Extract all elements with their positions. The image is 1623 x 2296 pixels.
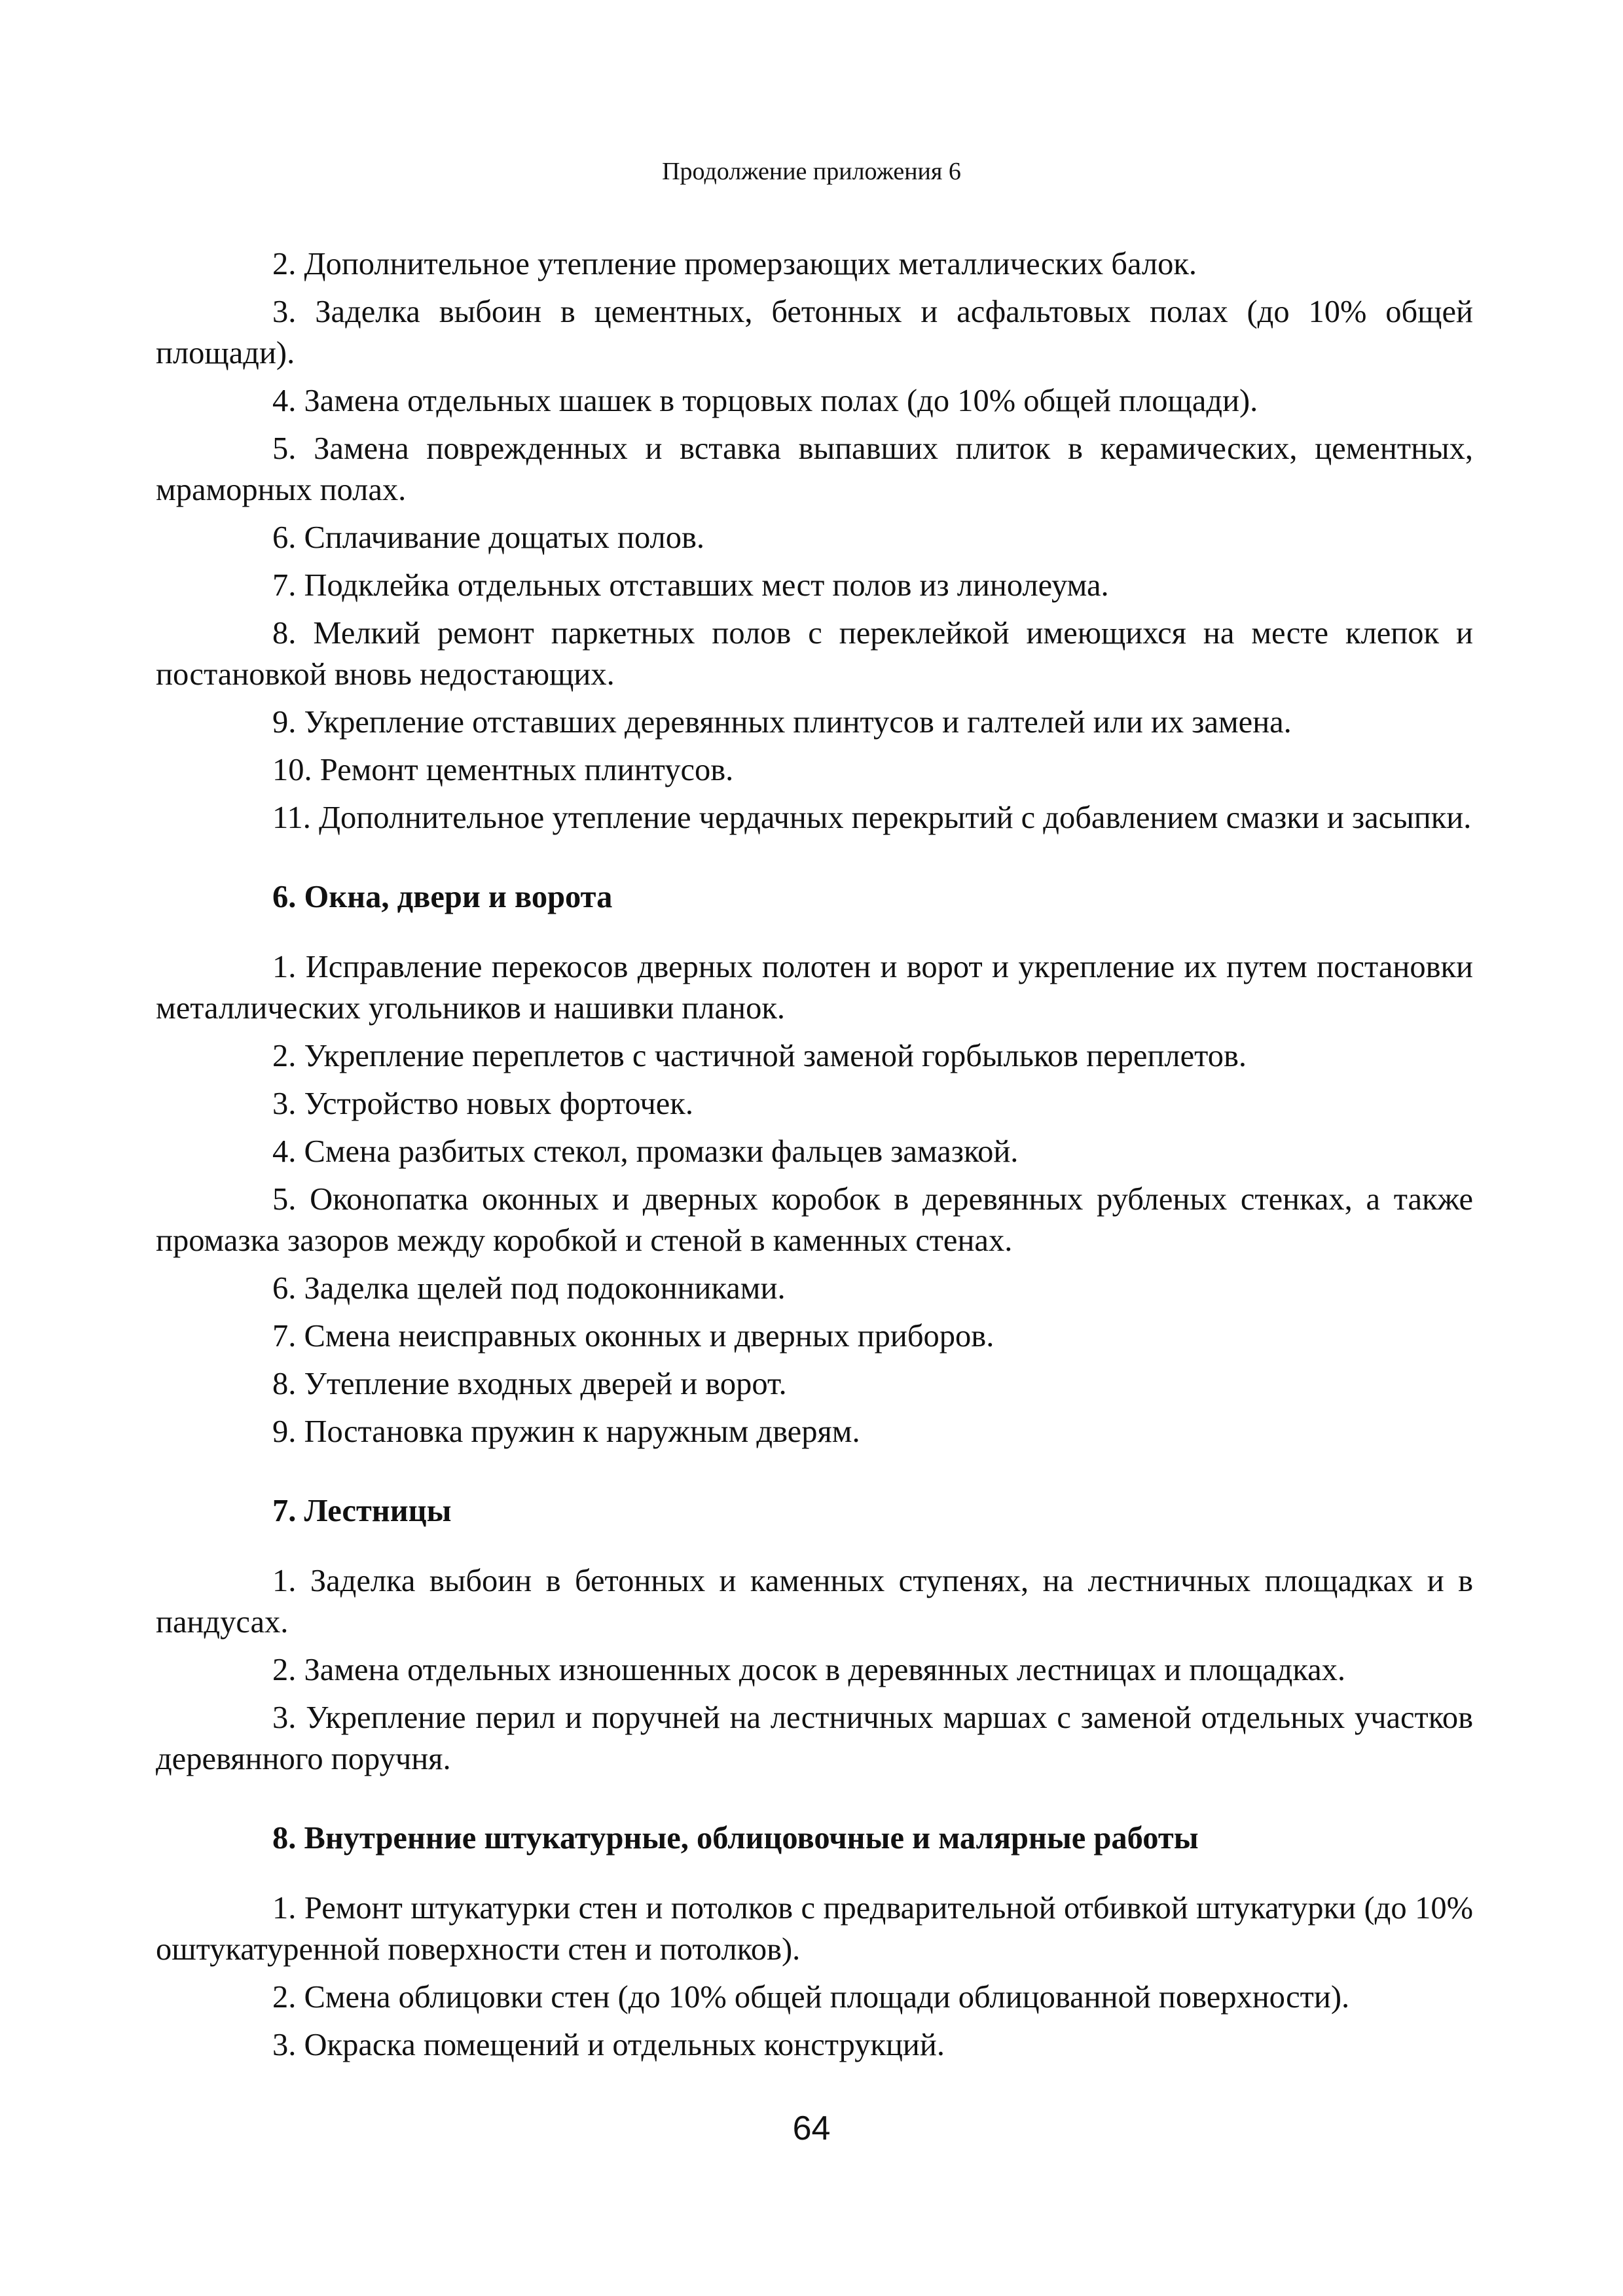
intro-list — [156, 243, 1473, 838]
list-item: 2. Замена отдельных изношенных досок в деревянных лестницах и площадках. — [272, 1653, 1346, 1687]
list-item: 3. Заделка выбоин в цементных, бетонных и асфальтовых полах (до 10% общей площади). — [156, 295, 1473, 370]
list-item: 6. Заделка щелей под подоконниками. — [272, 1271, 786, 1306]
section-heading: 8. Внутренние штукатурные, облицовочные и малярные работы — [272, 1821, 1199, 1856]
running-header: Продолжение приложения 6 — [662, 158, 961, 185]
section-heading: 6. Окна, двери и ворота — [272, 880, 613, 914]
list-item: 1. Ремонт штукатурки стен и потолков с предварительной отбивкой штукатурки (до 10% оштукатуренной поверхности стен и потолков). — [156, 1891, 1473, 1967]
list-item: 5. Замена поврежденных и вставка выпавших плиток в керамических, цементных, мраморных полах. — [156, 431, 1473, 507]
list-item: 2. Дополнительное утепление промерзающих металлических балок. — [272, 247, 1197, 281]
list-item: 7. Подклейка отдельных отставших мест полов из линолеума. — [272, 568, 1109, 603]
list-item: 4. Замена отдельных шашек в торцовых полах (до 10% общей площади). — [272, 384, 1258, 418]
list-item: 3. Устройство новых форточек. — [272, 1086, 693, 1121]
list-item: 9. Постановка пружин к наружным дверям. — [272, 1414, 860, 1449]
list-item: 1. Заделка выбоин в бетонных и каменных ступенях, на лестничных площадках и в пандусах. — [156, 1564, 1473, 1640]
section-heading: 7. Лестницы — [272, 1494, 452, 1528]
list-item: 8. Утепление входных дверей и ворот. — [272, 1367, 787, 1401]
list-item: 7. Смена неисправных оконных и дверных приборов. — [272, 1319, 994, 1354]
page-number: 64 — [792, 2109, 831, 2147]
section-stairs — [156, 1490, 1473, 1780]
list-item: 3. Окраска помещений и отдельных конструкций. — [272, 2028, 945, 2062]
list-item: 8. Мелкий ремонт паркетных полов с переклейкой имеющихся на месте клепок и постановкой вновь недостающих. — [156, 616, 1473, 692]
list-item: 5. Оконопатка оконных и дверных коробок в деревянных рубленых стенках, а также промазка зазоров между коробкой и стеной в каменных стенах. — [156, 1182, 1473, 1258]
list-item: 9. Укрепление отставших деревянных плинтусов и галтелей или их замена. — [272, 705, 1292, 740]
section-windows-doors — [156, 876, 1473, 1452]
list-item: 10. Ремонт цементных плинтусов. — [272, 753, 734, 787]
list-item: 6. Сплачивание дощатых полов. — [272, 520, 705, 555]
list-item: 2. Смена облицовки стен (до 10% общей площади облицованной поверхности). — [272, 1980, 1350, 2015]
list-item: 11. Дополнительное утепление чердачных перекрытий с добавлением смазки и засыпки. — [272, 800, 1472, 835]
document-body — [156, 243, 1473, 2072]
list-item: 1. Исправление перекосов дверных полотен и ворот и укрепление их путем постановки металлических угольников и нашивки планок. — [156, 950, 1473, 1026]
list-item: 2. Укрепление переплетов с частичной заменой горбыльков переплетов. — [272, 1039, 1247, 1073]
list-item: 3. Укрепление перил и поручней на лестничных маршах с заменой отдельных участков деревянного поручня. — [156, 1700, 1473, 1776]
list-item: 4. Смена разбитых стекол, промазки фальцев замазкой. — [272, 1134, 1019, 1169]
section-interior-finishing — [156, 1818, 1473, 2066]
